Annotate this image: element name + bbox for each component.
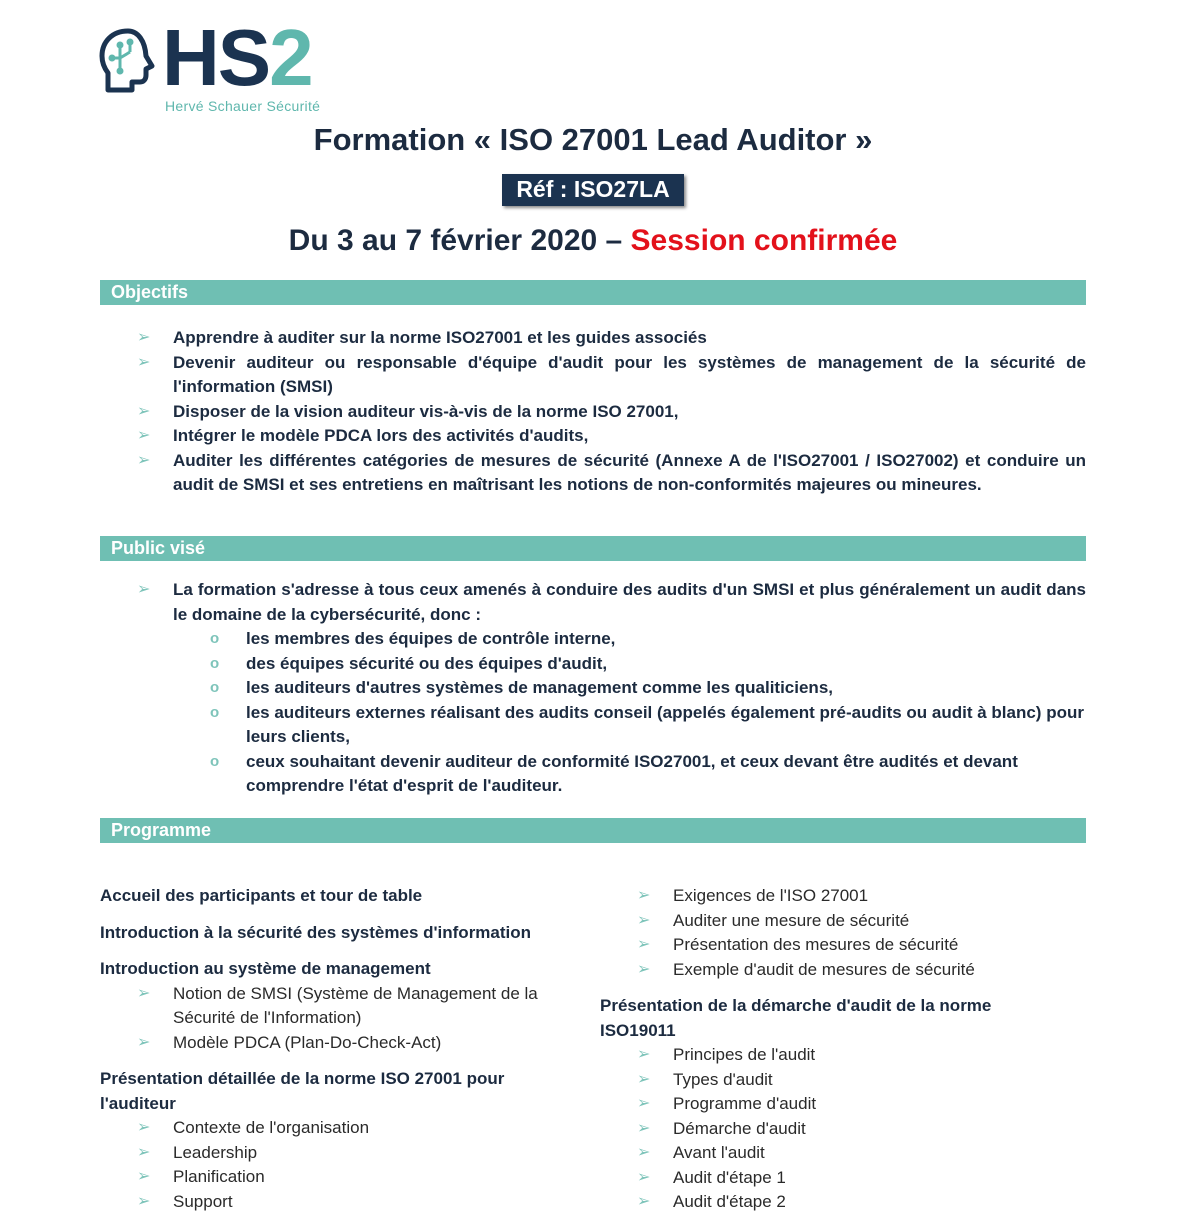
list-item: ➢ Présentation des mesures de sécurité <box>600 933 1086 958</box>
programme-sublist <box>600 1043 1086 1215</box>
programme-right-column <box>600 884 1086 1215</box>
section-public-heading: Public visé <box>100 536 1086 561</box>
session-dates-text: Du 3 au 7 février 2020 – <box>288 224 631 257</box>
reference-badge-wrap <box>0 174 1186 206</box>
arrow-bullet-icon: ➢ <box>137 1033 151 1051</box>
list-item: ➢ Apprendre à auditer sur la norme ISO27001 et les guides associés <box>100 326 1086 351</box>
programme-heading: Présentation de la démarche d'audit de la norme ISO19011 <box>600 996 992 1040</box>
list-item: ➢ Disposer de la vision auditeur vis-à-vis de la norme ISO 27001, <box>100 400 1086 425</box>
circle-bullet-icon: o <box>210 703 220 721</box>
arrow-bullet-icon: ➢ <box>637 911 651 929</box>
arrow-bullet-icon: ➢ <box>137 581 151 598</box>
list-item: ➢ Audit d'étape 1 <box>600 1166 1086 1191</box>
list-item: ➢ Auditer une mesure de sécurité <box>600 909 1086 934</box>
arrow-bullet-icon: ➢ <box>637 1095 651 1112</box>
programme-left-column <box>100 884 580 1214</box>
arrow-bullet-icon: ➢ <box>637 1070 651 1088</box>
logo-tagline: Hervé Schauer Sécurité <box>165 98 321 114</box>
section-programme-heading: Programme <box>100 818 1086 843</box>
arrow-bullet-icon: ➢ <box>137 1192 151 1210</box>
sub-list-item: o les membres des équipes de contrôle interne, <box>173 627 1086 652</box>
page-title: Formation « ISO 27001 Lead Auditor » <box>313 122 873 157</box>
public-list <box>100 578 1086 799</box>
list-item: ➢ Exigences de l'ISO 27001 <box>600 884 1086 909</box>
programme-sublist <box>100 982 580 1056</box>
list-item: ➢ Avant l'audit <box>600 1141 1086 1166</box>
list-item: ➢ Démarche d'audit <box>600 1117 1086 1142</box>
list-item: ➢ Intégrer le modèle PDCA lors des activités d'audits, <box>100 424 1086 449</box>
public-sublist <box>173 627 1086 799</box>
programme-sublist <box>100 1116 580 1214</box>
arrow-bullet-icon: ➢ <box>137 1168 151 1185</box>
sub-list-item: o les auditeurs externes réalisant des audits conseil (appelés également pré-audits ou audit à blanc) pour leurs clients, <box>210 702 1084 746</box>
arrow-bullet-icon: ➢ <box>637 1144 651 1161</box>
arrow-bullet-icon: ➢ <box>637 1168 651 1186</box>
arrow-bullet-icon: ➢ <box>137 451 151 469</box>
sub-list-item: o les auditeurs d'autres systèmes de management comme les qualiticiens, <box>173 676 1086 701</box>
list-item: ➢ Audit d'étape 2 <box>600 1190 1086 1215</box>
list-item: ➢ Auditer les différentes catégories de mesures de sécurité (Annexe A de l'ISO27001 / ISO27002) et conduire un audit de SMSI et ses entretiens en maîtrisant les notions de non-conformités majeures ou mineures. <box>137 450 1086 494</box>
circle-bullet-icon: o <box>210 630 220 647</box>
programme-heading: Introduction à la sécurité des systèmes d'information <box>100 922 532 942</box>
list-item: ➢ Devenir auditeur ou responsable d'équipe d'audit pour les systèmes de management de la sécurité de l'information (SMSI) <box>137 352 1086 396</box>
programme-heading: Accueil des participants et tour de table <box>100 886 423 905</box>
programme-heading: Introduction au système de management <box>100 959 431 978</box>
objectifs-list <box>100 326 1086 498</box>
list-item: ➢ Exemple d'audit de mesures de sécurité <box>600 958 1086 983</box>
circle-bullet-icon: o <box>210 752 220 770</box>
list-item: ➢ Principes de l'audit <box>600 1043 1086 1068</box>
arrow-bullet-icon: ➢ <box>137 329 151 346</box>
list-item: ➢ Contexte de l'organisation <box>100 1116 580 1141</box>
reference-badge: Réf : ISO27LA <box>502 174 683 206</box>
company-logo <box>98 13 348 120</box>
arrow-bullet-icon: ➢ <box>637 1046 651 1063</box>
list-item: ➢ Planification <box>100 1165 580 1190</box>
session-dates <box>0 224 1186 258</box>
list-item: ➢ Support <box>100 1190 580 1215</box>
arrow-bullet-icon: ➢ <box>137 402 151 420</box>
list-item: ➢ Programme d'audit <box>600 1092 1086 1117</box>
arrow-bullet-icon: ➢ <box>137 984 151 1002</box>
brain-head-icon <box>98 28 158 94</box>
arrow-bullet-icon: ➢ <box>137 353 151 371</box>
arrow-bullet-icon: ➢ <box>637 960 651 978</box>
logo-wordmark: HS2 <box>162 13 312 102</box>
circle-bullet-icon: o <box>210 679 220 696</box>
list-item: ➢ La formation s'adresse à tous ceux amenés à conduire des audits d'un SMSI et plus généralement un audit dans le domaine de la cybersécurité, donc : o les membres des équipes de contrôle interne, o des équipes sécurité ou des équipes d'audit, o les auditeurs d'autres systèmes de management comme les qualiticiens, o les auditeurs externes réalisant des audits conseil (appelés également pré-audits ou audit à blanc) pour leurs clients, o ceux souhaitant devenir auditeur de conformité ISO27001, et ceux devant être audités et devant comprendre l'état d'esprit de l'auditeur. <box>100 578 1086 799</box>
programme-heading: Présentation détaillée de la norme ISO 27001 pour l'auditeur <box>100 1069 505 1113</box>
session-status: Session confirmée <box>630 224 898 257</box>
sub-list-item: o ceux souhaitant devenir auditeur de conformité ISO27001, et ceux devant être audités et devant comprendre l'état d'esprit de l'auditeur. <box>210 751 1018 795</box>
arrow-bullet-icon: ➢ <box>637 1193 651 1210</box>
arrow-bullet-icon: ➢ <box>637 936 651 953</box>
section-objectifs-heading: Objectifs <box>100 280 1086 305</box>
arrow-bullet-icon: ➢ <box>137 427 151 444</box>
list-item: ➢ Modèle PDCA (Plan-Do-Check-Act) <box>100 1031 580 1056</box>
programme-sublist <box>600 884 1086 982</box>
list-item: ➢ Types d'audit <box>600 1068 1086 1093</box>
list-item: ➢ Leadership <box>100 1141 580 1166</box>
arrow-bullet-icon: ➢ <box>137 1119 151 1136</box>
arrow-bullet-icon: ➢ <box>137 1143 151 1161</box>
arrow-bullet-icon: ➢ <box>637 1119 651 1137</box>
circle-bullet-icon: o <box>210 654 220 672</box>
sub-list-item: o des équipes sécurité ou des équipes d'audit, <box>173 652 1086 677</box>
arrow-bullet-icon: ➢ <box>637 887 651 904</box>
list-item: ➢ Notion de SMSI (Système de Management de la Sécurité de l'Information) <box>137 983 538 1027</box>
